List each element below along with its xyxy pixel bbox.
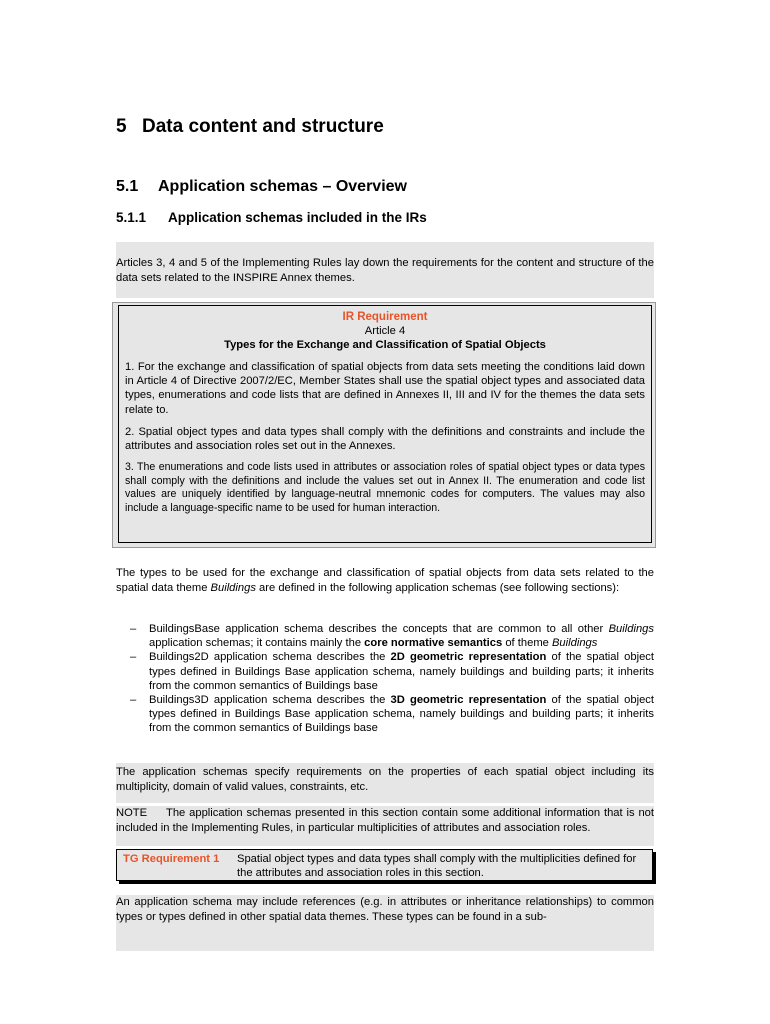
text-span: of the spatial object types defined in Buildings Base application schema, namely buildings and building parts; it inherits from the common semantics of Buildings base: [149, 694, 654, 735]
list-dash: –: [130, 623, 137, 635]
text-span: are defined in the following application schemas (see following sections):: [255, 581, 620, 594]
text-span: BuildingsBase application schema describes the concepts that are common to all other: [149, 623, 609, 635]
tg-requirement-box: [116, 849, 653, 881]
subsection-title: Application schemas included in the IRs: [168, 210, 427, 225]
text-span: Buildings: [608, 623, 654, 635]
subsection-heading: [116, 210, 427, 225]
list-dash: –: [130, 694, 137, 707]
subsection-number: 5.1.1: [116, 210, 147, 225]
emphasis: 3D geometric representation: [390, 694, 547, 707]
text-span: Buildings2D application schema describes the: [149, 651, 391, 664]
section-number: 5.1: [116, 178, 139, 195]
list-item: [116, 650, 654, 693]
tg-requirement-label: TG Requirement 1: [123, 853, 220, 865]
section-heading: [116, 178, 407, 196]
ir-requirement-label: IR Requirement: [342, 311, 428, 323]
list-dash: –: [130, 651, 137, 664]
ir-requirement-box: [118, 305, 652, 543]
text-span: Buildings: [551, 637, 598, 650]
schemas-paragraph: The application schemas specify requirements on the properties of each spatial object including its multiplicity, domain of valid values, constraints, etc.: [116, 763, 654, 803]
text-span: application schemas; it contains mainly the: [149, 637, 365, 650]
note-paragraph: [116, 806, 654, 846]
list-item: [116, 622, 654, 650]
note-label: NOTE: [116, 807, 148, 819]
ir-paragraph: 2. Spatial object types and data types shall comply with the definitions and constraints and include the attributes and association roles set out in the Annexes.: [125, 425, 645, 453]
chapter-title: Data content and structure: [142, 116, 384, 137]
theme-name: Buildings: [210, 581, 256, 594]
intro-paragraph: Articles 3, 4 and 5 of the Implementing Rules lay down the requirements for the content and structure of the data sets related to the INSPIRE Annex themes.: [116, 242, 654, 298]
emphasis: core normative semantics: [364, 637, 503, 650]
ir-article: Article 4: [364, 325, 406, 337]
text-span: of the spatial object types defined in Buildings Base application schema, namely buildings and building parts; it inherits from the common semantics of Buildings base: [149, 651, 654, 692]
final-paragraph: An application schema may include references (e.g. in attributes or inheritance relationships) to common types or types defined in other spatial data themes. These types can be found in a sub-: [116, 895, 654, 951]
text-span: Buildings3D application schema describes the: [149, 694, 391, 707]
tg-requirement-text: Spatial object types and data types shall comply with the multiplicities defined for the attributes and association roles in this section.: [237, 853, 637, 879]
ir-paragraph: 1. For the exchange and classification of spatial objects from data sets meeting the conditions laid down in Article 4 of Directive 2007/2/EC, Member States shall use the spatial object types and associated data types, enumerations and code lists that are defined in Annexes II, III and IV for the themes the data sets relate to.: [125, 361, 645, 416]
ir-paragraph: 3. The enumerations and code lists used in attributes or association roles of spatial object types or data types shall comply with the definitions and include the values set out in Annex II. The enumeration and code list values are uniquely identified by language-neutral mnemonic codes for computers. The values may also include a language-specific name to be used for human interaction.: [125, 461, 645, 514]
emphasis: 2D geometric representation: [390, 651, 547, 664]
section-title: Application schemas – Overview: [158, 178, 407, 195]
types-paragraph: [116, 566, 654, 595]
schema-list: [116, 622, 654, 736]
text-span: The types to be used for the exchange and classification of spatial objects from data sets related to the spatial data theme: [116, 567, 654, 594]
chapter-number: 5: [116, 116, 127, 137]
ir-subtitle: Types for the Exchange and Classification of Spatial Objects: [224, 339, 546, 351]
list-item: [116, 693, 654, 736]
note-text: The application schemas presented in this section contain some additional information that is not included in the Implementing Rules, in particular multiplicities of attributes and association roles.: [116, 807, 654, 834]
chapter-heading: [116, 116, 384, 138]
text-span: of theme: [502, 637, 552, 650]
